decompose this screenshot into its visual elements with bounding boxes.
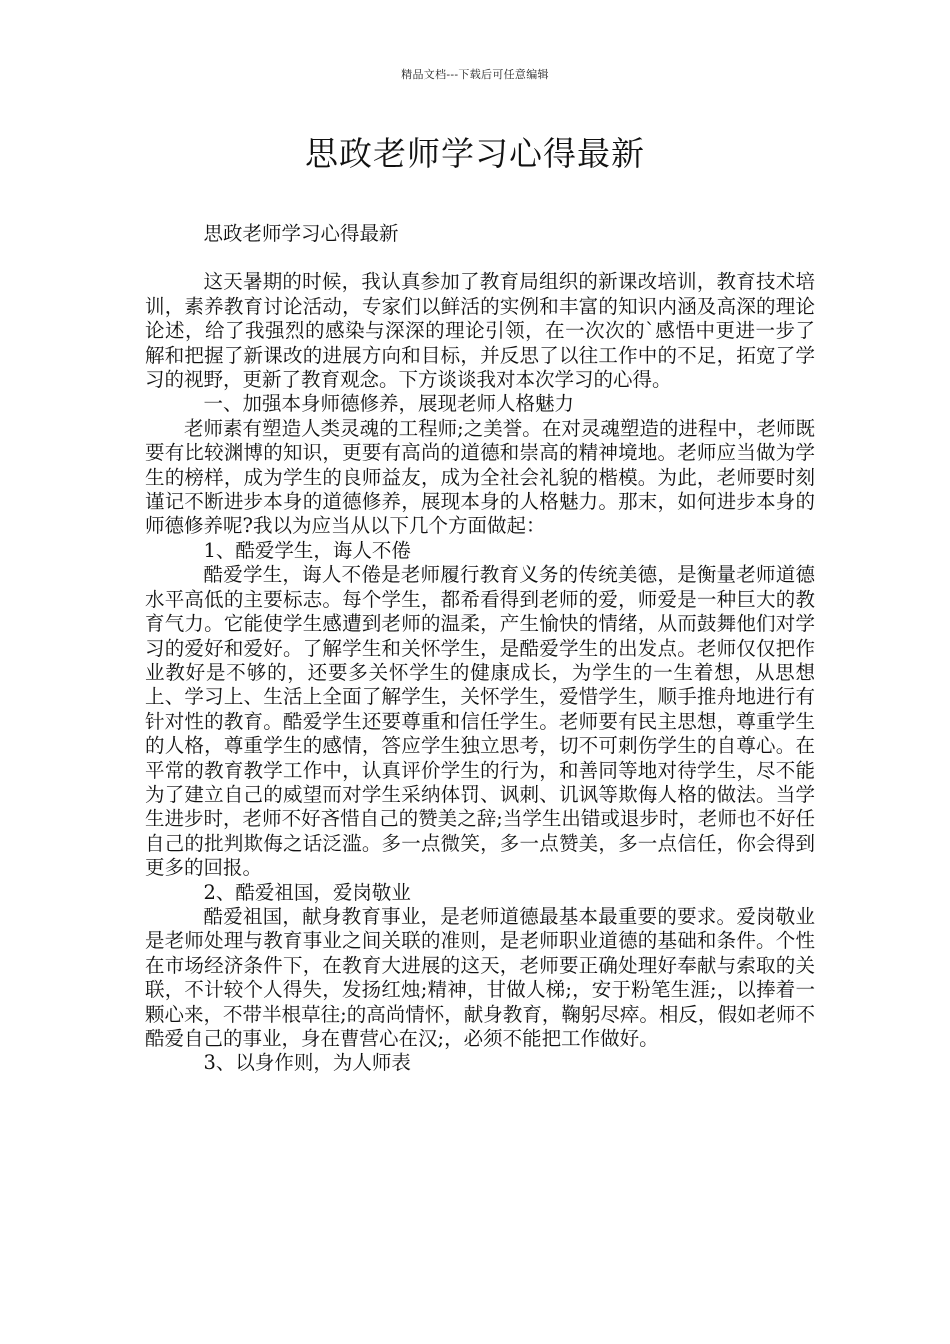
header-note: 精品文档---下载后可任意编辑 (401, 68, 549, 81)
document-body (145, 222, 815, 1076)
paragraph-intro: 这天暑期的时候，我认真参加了教育局组织的新课改培训，教育技术培训，素养教育讨论活动，专家们以鲜活的实例和丰富的知识内涵及高深的理论论述，给了我强烈的感染与深深的理论引领，在一次次的`感悟中更进一步了解和把握了新课改的进展方向和目标，并反思了以往工作中的不足，拓宽了学习的视野，更新了教育观念。下方谈谈我对本次学习的心得。 (145, 270, 815, 392)
document-title: 思政老师学习心得最新 (305, 134, 645, 173)
subsection-heading-2: 2、酷爱祖国，爱岗敬业 (203, 880, 411, 904)
subsection-heading-3: 3、以身作则，为人师表 (203, 1051, 411, 1075)
document-subtitle: 思政老师学习心得最新 (203, 222, 399, 245)
subsection-heading-1: 1、酷爱学生，诲人不倦 (203, 538, 411, 562)
section-heading-1: 一、加强本身师德修养，展现老师人格魅力 (203, 392, 575, 416)
paragraph-section-1: 老师素有塑造人类灵魂的工程师;之美誉。在对灵魂塑造的进程中，老师既要有比较渊博的知识，更要有高尚的道德和崇高的精神境地。老师应当做为学生的榜样，成为学生的良师益友，成为全社会礼貌的楷模。为此，老师要时刻谨记不断进步本身的道德修养，展现本身的人格魅力。那末，如何进步本身的师德修养呢?我以为应当从以下几个方面做起： (145, 416, 815, 538)
paragraph-subsection-2: 酷爱祖国，献身教育事业，是老师道德最基本最重要的要求。爱岗敬业是老师处理与教育事业之间关联的准则，是老师职业道德的基础和条件。个性在市场经济条件下，在教育大进展的这天，老师要正确处理好奉献与索取的关联，不计较个人得失，发扬红烛;精神，甘做人梯;，安于粉笔生涯;，以捧着一颗心来，不带半根草往;的高尚情怀，献身教育，鞠躬尽瘁。相反，假如老师不酷爱自己的事业，身在曹营心在汉;，必须不能把工作做好。 (145, 904, 815, 1050)
paragraph-subsection-1: 酷爱学生，诲人不倦是老师履行教育义务的传统美德，是衡量老师道德水平高低的主要标志。每个学生，都希看得到老师的爱，师爱是一种巨大的教育气力。它能使学生感遭到老师的温柔，产生愉快的情绪，从而鼓舞他们对学习的爱好和爱好。了解学生和关怀学生，是酷爱学生的出发点。老师仅仅把作业教好是不够的，还要多关怀学生的健康成长，为学生的一生着想，从思想上、学习上、生活上全面了解学生，关怀学生，爱惜学生，顺手推舟地进行有针对性的教育。酷爱学生还要尊重和信任学生。老师要有民主思想，尊重学生的人格，尊重学生的感情，答应学生独立思考，切不可刺伤学生的自尊心。在平常的教育教学工作中，认真评价学生的行为，和善同等地对待学生，尽不能为了建立自己的威望而对学生采纳体罚、讽刺、讥讽等欺侮人格的做法。当学生进步时，老师不好吝惜自己的赞美之辞;当学生出错或退步时，老师也不好任自己的批判欺侮之话泛滥。多一点微笑，多一点赞美，多一点信任，你会得到更多的回报。 (145, 563, 815, 880)
